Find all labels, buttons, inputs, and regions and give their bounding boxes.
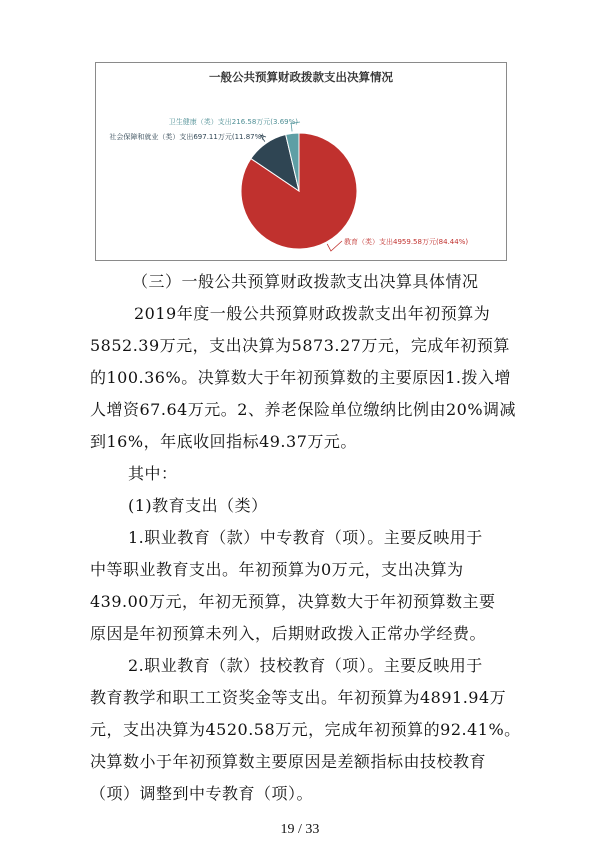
leader-line — [327, 241, 342, 251]
para1-line-1: 2019年度一般公共预算财政拨款支出年初预算为 — [134, 304, 491, 323]
item1-line-4: 原因是年初预算未列入，后期财政拨入正常办学经费。 — [90, 624, 487, 643]
pie-chart-svg — [96, 63, 506, 260]
slice-label: 社会保障和就业（类）支出697.11万元(11.87%) — [109, 133, 264, 141]
item2-line-3: 元，支出决算为4520.58万元，完成年初预算的92.41%。 — [90, 720, 521, 739]
qizhong-label: 其中： — [128, 464, 178, 483]
section-heading: （三）一般公共预算财政拨款支出决算具体情况 — [132, 272, 479, 291]
slice-label: 卫生健康（类）支出216.58万元(3.69%) — [168, 118, 298, 126]
item2-line-4: 决算数小于年初预算数主要原因是差额指标由技校教育 — [90, 752, 487, 771]
item1-line-3: 439.00万元，年初无预算，决算数大于年初预算数主要 — [90, 592, 496, 611]
pie-chart — [95, 62, 507, 261]
para1-line-2: 5852.39万元，支出决算为5873.27万元，完成年初预算 — [90, 336, 510, 355]
chart-title: 一般公共预算财政拨款支出决算情况 — [209, 70, 393, 84]
para1-line-3: 的100.36%。决算数大于年初预算数的主要原因1.拨入增 — [90, 368, 511, 387]
item2-line-1: 2.职业教育（款）技校教育（项）。主要反映用于 — [128, 656, 483, 675]
sub-heading: (1)教育支出（类） — [128, 496, 268, 515]
page-number: 19 / 33 — [280, 822, 320, 837]
item2-line-2: 教育教学和职工工资奖金等支出。年初预算为4891.94万 — [90, 688, 507, 707]
item2-line-5: （项）调整到中专教育（项）。 — [90, 784, 314, 803]
slice-label: 教育（类）支出4959.58万元(84.44%) — [344, 238, 469, 246]
item1-line-2: 中等职业教育支出。年初预算为0万元，支出决算为 — [90, 560, 464, 579]
para1-line-4: 人增资67.64万元。2、养老保险单位缴纳比例由20%调减 — [90, 400, 517, 419]
item1-line-1: 1.职业教育（款）中专教育（项）。主要反映用于 — [128, 528, 483, 547]
para1-line-5: 到16%，年底收回指标49.37万元。 — [90, 432, 357, 451]
